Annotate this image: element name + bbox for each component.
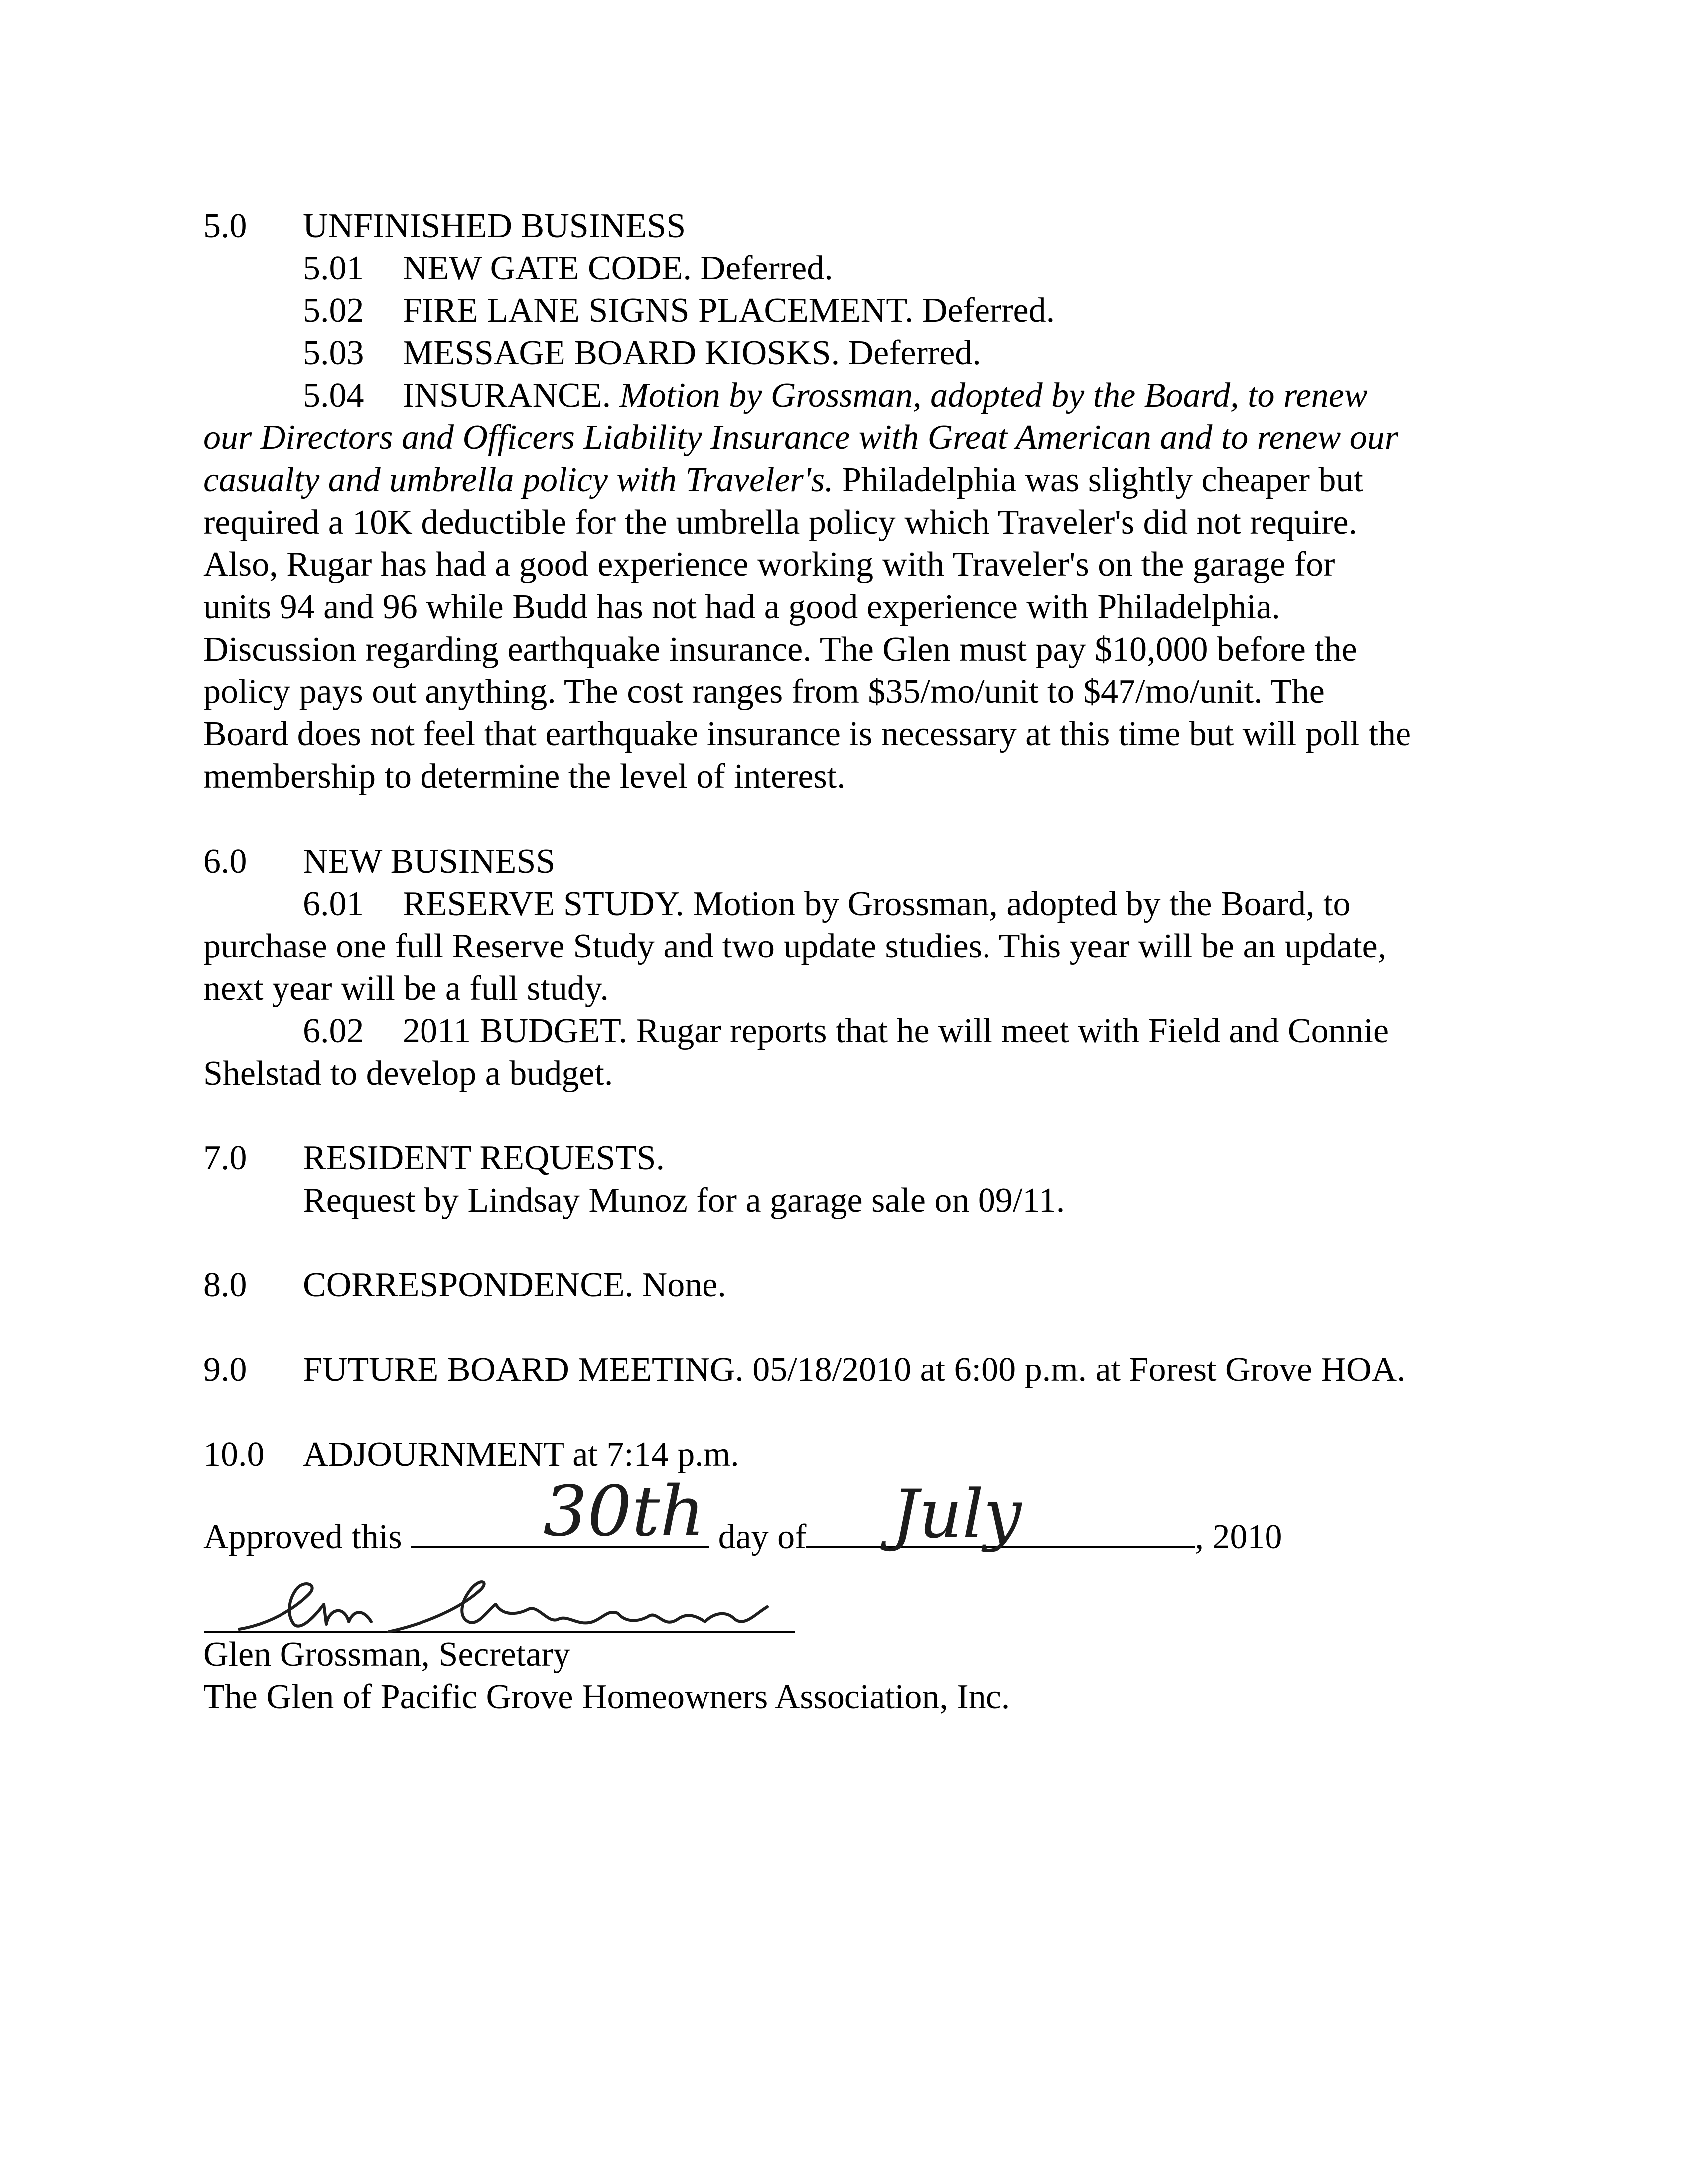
item-5-04-line-3: [203, 459, 1363, 501]
approval-suffix: , 2010: [1195, 1518, 1282, 1556]
section-text: CORRESPONDENCE. None.: [303, 1266, 726, 1304]
item-text: FIRE LANE SIGNS PLACEMENT. Deferred.: [403, 291, 1055, 330]
approval-middle: day of: [718, 1518, 807, 1556]
item-number: 5.03: [303, 334, 364, 372]
section-title: RESIDENT REQUESTS.: [303, 1139, 665, 1177]
item-text: RESERVE STUDY. Motion by Grossman, adopted by the Board, to: [403, 885, 1351, 923]
section-number: 5.0: [203, 207, 247, 245]
handwritten-day: 30th: [543, 1471, 705, 1552]
item-number: 5.02: [303, 291, 364, 330]
item-number: 5.01: [303, 249, 364, 287]
item-5-01: [303, 248, 833, 289]
item-6-02-line-1: [303, 1010, 1389, 1052]
item-6-01-line-2: purchase one full Reserve Study and two update studies. This year will be an update,: [203, 927, 1387, 965]
item-5-04-line-9: Board does not feel that earthquake insurance is necessary at this time but will poll the: [203, 715, 1411, 753]
item-5-04-line-6: units 94 and 96 while Budd has not had a good experience with Philadelphia.: [203, 588, 1280, 626]
section-9: [203, 1349, 1406, 1391]
item-title: INSURANCE.: [403, 376, 611, 414]
section-7-text: Request by Lindsay Munoz for a garage sale on 09/11.: [303, 1181, 1065, 1220]
item-text: NEW GATE CODE. Deferred.: [403, 249, 833, 287]
section-8: [203, 1264, 726, 1306]
item-5-04-line-4: required a 10K deductible for the umbrella policy which Traveler's did not require.: [203, 503, 1358, 542]
item-5-04-line-1: [303, 375, 1368, 416]
item-5-04-line-2: our Directors and Officers Liability Insurance with Great American and to renew our: [203, 418, 1398, 457]
section-7-heading: [203, 1137, 665, 1179]
item-text: 2011 BUDGET. Rugar reports that he will meet with Field and Connie: [403, 1012, 1389, 1050]
item-5-02: [303, 290, 1055, 332]
item-6-02-line-2: Shelstad to develop a budget.: [203, 1054, 613, 1092]
item-text: MESSAGE BOARD KIOSKS. Deferred.: [403, 334, 981, 372]
section-5-heading: [203, 205, 686, 247]
section-6-heading: [203, 841, 555, 883]
section-number: 8.0: [203, 1266, 247, 1304]
section-number: 7.0: [203, 1139, 247, 1177]
section-text: ADJOURNMENT at 7:14 p.m.: [303, 1435, 739, 1474]
item-6-01-line-3: next year will be a full study.: [203, 969, 609, 1008]
item-number: 6.02: [303, 1012, 364, 1050]
motion-text-end: casualty and umbrella policy with Traveler's.: [203, 461, 834, 499]
section-number: 10.0: [203, 1435, 265, 1474]
paragraph-text: Philadelphia was slightly cheaper but: [842, 461, 1363, 499]
section-10: [203, 1434, 739, 1476]
section-number: 6.0: [203, 842, 247, 881]
organization-name: The Glen of Pacific Grove Homeowners Association, Inc.: [203, 1678, 1010, 1716]
motion-text: Motion by Grossman, adopted by the Board, to renew: [619, 376, 1368, 414]
signer-name-title: Glen Grossman, Secretary: [203, 1636, 570, 1674]
signature-text: Glen Grossman: [797, 1634, 801, 1635]
section-number: 9.0: [203, 1351, 247, 1389]
section-title: UNFINISHED BUSINESS: [303, 207, 686, 245]
approval-prefix: Approved this: [203, 1518, 402, 1556]
item-5-04-line-7: Discussion regarding earthquake insurance. The Glen must pay $10,000 before the: [203, 630, 1357, 669]
item-5-04-line-8: policy pays out anything. The cost ranges from $35/mo/unit to $47/mo/unit. The: [203, 673, 1325, 711]
item-6-01-line-1: [303, 883, 1350, 925]
item-5-04-line-10: membership to determine the level of interest.: [203, 757, 845, 796]
section-title: NEW BUSINESS: [303, 842, 556, 881]
item-number: 6.01: [303, 885, 364, 923]
item-number: 5.04: [303, 376, 364, 414]
approval-line: [203, 1514, 1282, 1558]
section-text: FUTURE BOARD MEETING. 05/18/2010 at 6:00 p.m. at Forest Grove HOA.: [303, 1351, 1406, 1389]
handwritten-month: July: [892, 1475, 1022, 1553]
item-5-03: [303, 332, 981, 374]
item-5-04-line-5: Also, Rugar has had a good experience working with Traveler's on the garage for: [203, 546, 1335, 584]
